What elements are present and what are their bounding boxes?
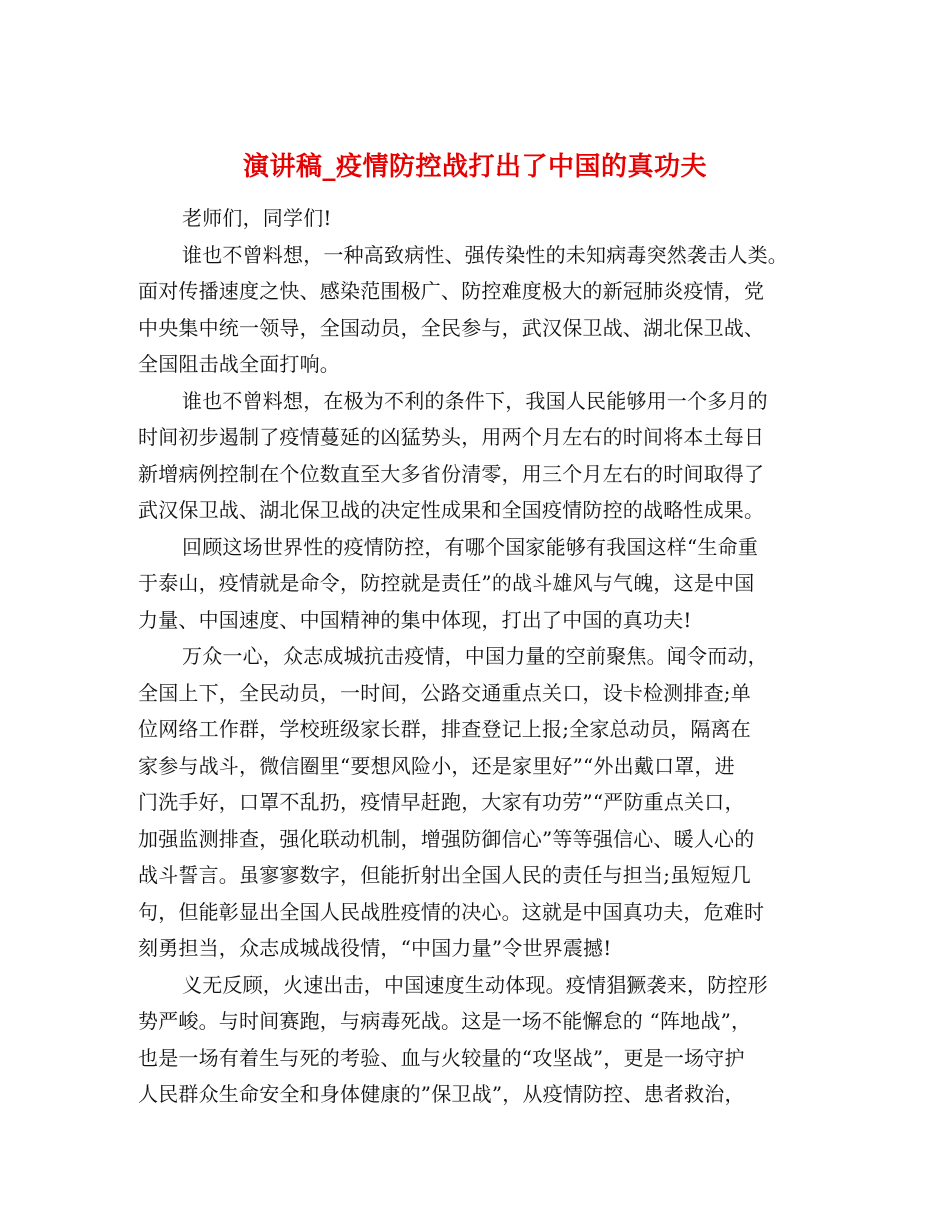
text-line: 位网络工作群，学校班级家长群，排查登记上报;全家总动员，隔离在 xyxy=(138,717,751,741)
text-line: 势严峻。与时间赛跑，与病毒死战。这是一场不能懈怠的 “阵地战”， xyxy=(138,1009,752,1033)
text-line: 力量、中国速度、中国精神的集中体现，打出了中国的真功夫! xyxy=(138,607,692,632)
document-body xyxy=(138,200,828,1113)
text-line: 刻勇担当，众志成城战役情，“中国力量”令世界震撼! xyxy=(138,936,612,960)
text-line: 战斗誓言。虽寥寥数字，但能折射出全国人民的责任与担当;虽短短几 xyxy=(138,863,751,887)
text-line: 句，但能彰显出全国人民战胜疫情的决心。这就是中国真功夫，危难时 xyxy=(138,899,765,924)
document-title: 演讲稿_疫情防控战打出了中国的真功夫 xyxy=(242,152,707,183)
text-line: 全国上下，全民动员，一时间，公路交通重点关口，设卡检测排查;单 xyxy=(138,680,751,705)
text-line: 万众一心，众志成城抗击疫情，中国力量的空前聚焦。闻令而动， xyxy=(182,644,768,668)
text-line: 武汉保卫战、湖北保卫战的决定性成果和全国疫情防控的战略性成果。 xyxy=(138,498,765,522)
text-line: 谁也不曾料想，一种高致病性、强传染性的未知病毒突然袭击人类。 xyxy=(182,242,788,267)
text-line: 面对传播速度之快、感染范围极广、防控难度极大的新冠肺炎疫情，党 xyxy=(138,279,765,303)
text-line: 家参与战斗，微信圈里“要想风险小，还是家里好”“外出戴口罩，进 xyxy=(138,753,735,778)
text-line: 时间初步遏制了疫情蔓延的凶猛势头，用两个月左右的时间将本土每日 xyxy=(138,425,765,449)
text-line: 谁也不曾料想，在极为不利的条件下，我国人民能够用一个多月的 xyxy=(182,388,768,413)
text-line: 老师们，同学们! xyxy=(182,206,332,230)
text-line: 加强监测排查，强化联动机制，增强防御信心”等等强信心、暖人心的 xyxy=(138,826,755,851)
text-line: 新增病例控制在个位数直至大多省份清零，用三个月左右的时间取得了 xyxy=(138,461,765,486)
text-line: 也是一场有着生与死的考验、血与火较量的“攻坚战”，更是一场守护 xyxy=(138,1045,745,1070)
text-line: 义无反顾，火速出击，中国速度生动体现。疫情猖獗袭来，防控形 xyxy=(182,972,768,997)
text-line: 人民群众生命安全和身体健康的”保卫战”，从疫情防控、患者救治， xyxy=(138,1082,745,1106)
text-line: 于泰山，疫情就是命令，防控就是责任”的战斗雄风与气魄，这是中国 xyxy=(138,571,755,595)
text-line: 门洗手好，口罩不乱扔，疫情早赶跑，大家有功劳”“严防重点关口， xyxy=(138,790,745,814)
text-line: 回顾这场世界性的疫情防控，有哪个国家能够有我国这样“生命重 xyxy=(182,534,759,559)
text-line: 中央集中统一领导，全国动员，全民参与，武汉保卫战、湖北保卫战、 xyxy=(138,315,765,340)
text-line: 全国阻击战全面打响。 xyxy=(138,352,340,376)
